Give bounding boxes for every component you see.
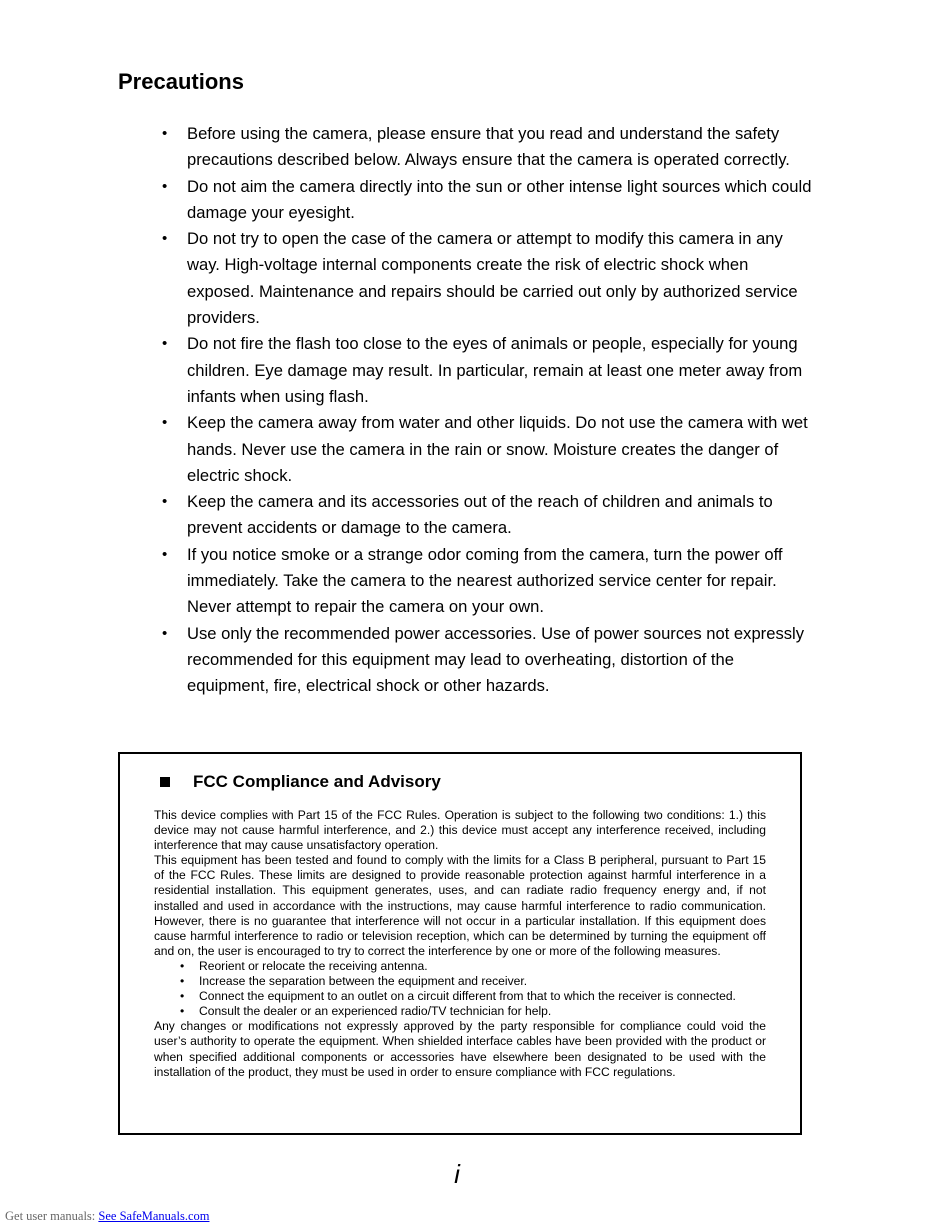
bullet-icon: •	[180, 989, 185, 1004]
list-item	[162, 621, 812, 700]
precaution-text: Do not try to open the case of the camera or attempt to modify this camera in any way. High-voltage internal components create the risk of electric shock when exposed. Maintenance and repairs should be carried out only by authorized service providers.	[187, 229, 798, 328]
precaution-text: Before using the camera, please ensure that you read and understand the safety precautions described below. Always ensure that the camera is operated correctly.	[187, 124, 790, 170]
list-item	[162, 121, 812, 174]
precaution-text: Do not aim the camera directly into the sun or other intense light sources which could damage your eyesight.	[187, 176, 812, 222]
list-item	[162, 489, 812, 542]
list-item	[162, 331, 812, 410]
bullet-icon: •	[162, 335, 168, 353]
precaution-text: Use only the recommended power accessories. Use of power sources not expressly recommended for this equipment may lead to overheating, distortion of the equipment, fire, electrical shock or other hazards.	[187, 623, 805, 696]
page-number: i	[454, 1159, 460, 1189]
bullet-icon: •	[162, 545, 168, 563]
list-item	[180, 958, 766, 974]
bullet-icon: •	[162, 624, 168, 642]
safemanuals-link[interactable]: See SafeManuals.com	[98, 1209, 210, 1223]
fcc-paragraph-testing: This equipment has been tested and found to comply with the limits for a Class B peripheral, pursuant to Part 15 of the FCC Rules. These limits are designed to provide reasonable protection against harmful interference in a residential installation. This equipment generates, uses, and can radiate radio frequency energy and, if not installed and used in accordance with the instructions, may cause harmful interference to radio communication. However, there is no guarantee that interference will not occur in a particular installation. If this equipment does cause harmful interference to radio or television reception, which can be determined by turning the equipment off and on, the user is encouraged to try to correct the interference by one or more of the following measures.	[154, 853, 766, 958]
list-item	[180, 974, 766, 989]
measure-text: Connect the equipment to an outlet on a circuit different from that to which the receiver is connected.	[199, 989, 736, 1004]
fcc-measures-list	[154, 959, 766, 1019]
list-item	[162, 410, 812, 489]
list-item	[162, 174, 812, 227]
bullet-icon: •	[180, 958, 185, 973]
list-item	[180, 989, 766, 1004]
fcc-paragraph-modifications: Any changes or modifications not expressly approved by the party responsible for compliance could void the user’s authority to operate the equipment. When shielded interface cables have been provided with the product or when specified additional components or accessories have elsewhere been designated to be used with the installation of the product, they must be used in order to ensure compliance with FCC regulations.	[154, 1019, 766, 1079]
precaution-text: Do not fire the flash too close to the eyes of animals or people, especially for young children. Eye damage may result. In particular, remain at least one meter away from infants when using flash.	[187, 334, 803, 406]
measure-text: Reorient or relocate the receiving antenna.	[199, 958, 428, 973]
bullet-icon: •	[162, 414, 168, 432]
bullet-icon: •	[180, 974, 185, 989]
fcc-paragraph-conditions: This device complies with Part 15 of the FCC Rules. Operation is subject to the following two conditions: 1.) this device may not cause harmful interference, and 2.) this device must accept any interference received, including interference that may cause unsatisfactory operation.	[154, 808, 766, 853]
precaution-text: Keep the camera and its accessories out of the reach of children and animals to prevent accidents or damage to the camera.	[187, 492, 773, 538]
precaution-text: If you notice smoke or a strange odor coming from the camera, turn the power off immediately. Take the camera to the nearest authorized service center for repair. Never attempt to repair the camera on your own.	[187, 544, 783, 617]
measure-text: Increase the separation between the equipment and receiver.	[199, 974, 528, 989]
fcc-compliance-box	[118, 752, 802, 1135]
fcc-title: FCC Compliance and Advisory	[193, 772, 441, 791]
fcc-body	[154, 808, 766, 1080]
page-title: Precautions	[118, 69, 244, 94]
bullet-icon: •	[180, 1004, 185, 1019]
fcc-heading	[160, 770, 441, 794]
bullet-icon: •	[162, 125, 168, 142]
measure-text: Consult the dealer or an experienced radio/TV technician for help.	[199, 1004, 552, 1019]
black-square-icon	[160, 777, 170, 787]
precautions-list	[162, 121, 812, 700]
footer	[5, 1208, 209, 1224]
list-item	[162, 226, 812, 331]
footer-prefix: Get user manuals:	[5, 1209, 99, 1223]
bullet-icon: •	[162, 230, 168, 248]
bullet-icon: •	[162, 177, 168, 195]
list-item	[162, 542, 812, 621]
bullet-icon: •	[162, 493, 168, 511]
list-item	[180, 1004, 766, 1019]
precaution-text: Keep the camera away from water and other liquids. Do not use the camera with wet hands. Never use the camera in the rain or snow. Moisture creates the danger of electric shock.	[187, 413, 808, 485]
